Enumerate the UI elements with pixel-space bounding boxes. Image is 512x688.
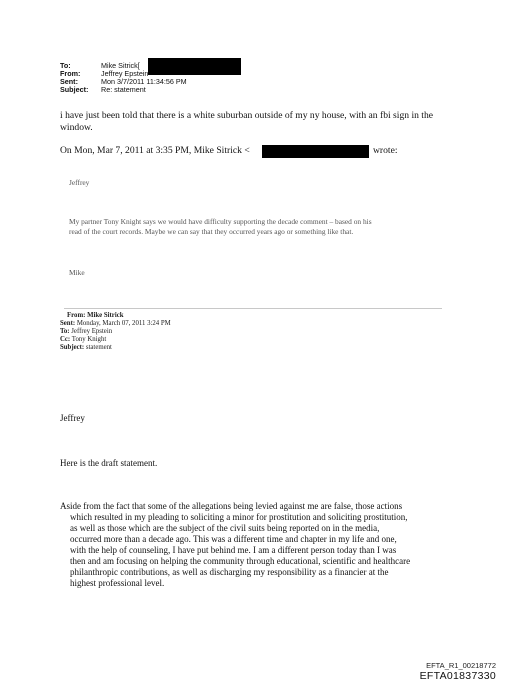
redaction-quote-email [262, 145, 369, 158]
header-from-value: Jeffrey Epstein [101, 69, 149, 78]
header-subject-value: Re: statement [101, 85, 146, 94]
reply-line-2: window. [60, 122, 93, 133]
quoted-line-2: read of the court records. Maybe we can say that they occurred years ago or something like that. [69, 227, 354, 236]
fwd-from: From: Mike Sitrick [67, 312, 124, 319]
statement-line: with the help of counseling, I have put behind me. I am a different person today than I was [70, 545, 397, 555]
fwd-subject: Subject: statement [60, 344, 112, 351]
header-from-label: From: [60, 69, 81, 78]
fwd-cc: Cc: Tony Knight [60, 336, 107, 343]
footer-ref-2: EFTA01837330 [419, 670, 496, 682]
statement-paragraph [60, 501, 410, 589]
header-sent-label: Sent: [60, 77, 78, 86]
quoted-signoff: Mike [69, 268, 85, 277]
quoted-line-1: My partner Tony Knight says we would have difficulty supporting the decade comment – based on his [69, 217, 372, 226]
quote-intro-prefix: On Mon, Mar 7, 2011 at 3:35 PM, Mike Sitrick < [60, 145, 250, 156]
original-intro: Here is the draft statement. [60, 458, 158, 468]
statement-line: which resulted in my pleading to soliciting a minor for prostitution and soliciting prostitution, [70, 512, 408, 522]
forward-divider [64, 308, 442, 309]
fwd-sent: Sent: Monday, March 07, 2011 3:24 PM [60, 320, 171, 327]
header-subject-label: Subject: [60, 85, 89, 94]
fwd-to: To: Jeffrey Epstein [60, 328, 113, 335]
footer-ref-1: EFTA_R1_00218772 [426, 661, 496, 670]
quoted-greeting: Jeffrey [69, 178, 90, 187]
statement-line: then and am focusing on helping the community through educational, scientific and healthcare [70, 556, 411, 566]
statement-line: philanthropic contributions, as well as discharging my responsibility as a financier at the [70, 567, 389, 577]
statement-line: Aside from the fact that some of the allegations being levied against me are false, those actions [60, 501, 403, 511]
statement-line: highest professional level. [70, 578, 165, 588]
reply-line-1: i have just been told that there is a white suburban outside of my ny house, with an fbi sign in the [60, 110, 434, 121]
redaction-to [148, 58, 241, 75]
original-greeting: Jeffrey [60, 413, 85, 423]
header-sent-value: Mon 3/7/2011 11:34:56 PM [101, 77, 187, 86]
statement-line: as well as those which are the subject of the civil suits being reported on in the media, [70, 523, 380, 533]
quote-intro-suffix: wrote: [373, 145, 398, 156]
header-to-value: Mike Sitrick[ [101, 61, 140, 70]
header-to-label: To: [60, 61, 71, 70]
statement-line: occurred more than a decade ago. This was a different time and chapter in my life and one, [70, 534, 397, 544]
